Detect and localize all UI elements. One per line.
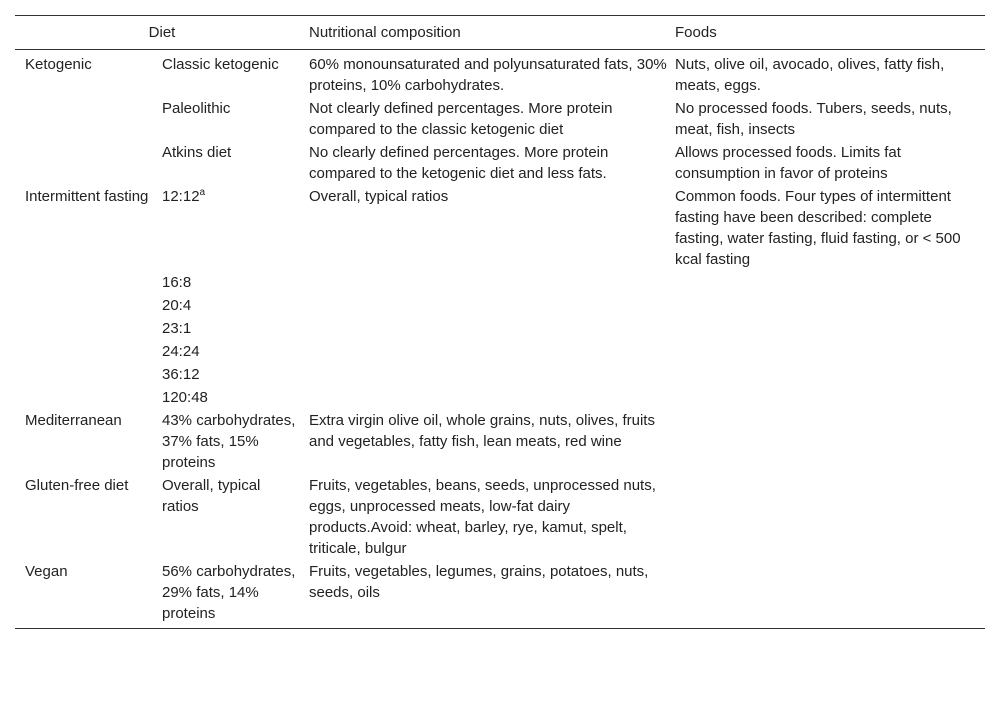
foods-cell bbox=[675, 409, 985, 474]
table-row bbox=[15, 560, 985, 629]
foods-cell bbox=[675, 386, 985, 409]
diet-subtype-cell: 16:8 bbox=[162, 274, 192, 291]
diet-subtype-cell: Atkins diet bbox=[162, 144, 232, 161]
foods-cell bbox=[675, 560, 985, 629]
header-row bbox=[15, 16, 985, 50]
composition-cell: Extra virgin olive oil, whole grains, nuts, olives, fruits and vegetables, fatty fish, lean meats, red wine bbox=[309, 412, 655, 450]
diet-subtype-cell: Paleolithic bbox=[162, 100, 231, 117]
composition-cell: Fruits, vegetables, beans, seeds, unprocessed nuts, eggs, unprocessed meats, low-fat dairy products.Avoid: wheat, barley, rye, kamut, spelt, triticale, bulgur bbox=[309, 477, 656, 557]
table-row bbox=[15, 97, 985, 141]
diet-subtype-cell: 43% carbohydrates, 37% fats, 15% proteins bbox=[162, 412, 296, 471]
composition-cell bbox=[309, 363, 675, 386]
diet-group-cell bbox=[15, 271, 162, 294]
foods-cell bbox=[675, 317, 985, 340]
table-body bbox=[15, 50, 985, 629]
table-row bbox=[15, 363, 985, 386]
diet-subtype-cell bbox=[162, 185, 309, 271]
composition-cell: No clearly defined percentages. More protein compared to the ketogenic diet and less fats. bbox=[309, 144, 609, 182]
table-row bbox=[15, 294, 985, 317]
header-diet: Diet bbox=[148, 24, 176, 41]
diet-subtype-cell: 56% carbohydrates, 29% fats, 14% proteins bbox=[162, 563, 296, 622]
diet-group-cell: Ketogenic bbox=[25, 56, 92, 73]
composition-cell bbox=[309, 386, 675, 409]
header-foods: Foods bbox=[675, 24, 717, 41]
diet-group-cell bbox=[15, 340, 162, 363]
table-row bbox=[15, 50, 985, 98]
foods-cell bbox=[675, 363, 985, 386]
diet-group-cell: Intermittent fasting bbox=[25, 188, 149, 205]
diet-subtype-cell: Overall, typical ratios bbox=[162, 477, 261, 515]
foods-cell: Nuts, olive oil, avocado, olives, fatty fish, meats, eggs. bbox=[675, 56, 945, 94]
table-row bbox=[15, 409, 985, 474]
diet-group-cell bbox=[15, 97, 162, 141]
table-row bbox=[15, 340, 985, 363]
diet-table bbox=[15, 15, 985, 629]
table-header bbox=[15, 16, 985, 50]
footnote-marker: a bbox=[199, 187, 206, 198]
composition-cell bbox=[309, 317, 675, 340]
diet-group-cell bbox=[15, 294, 162, 317]
foods-cell bbox=[675, 294, 985, 317]
diet-subtype-cell: Classic ketogenic bbox=[162, 56, 279, 73]
diet-group-cell: Gluten-free diet bbox=[25, 477, 129, 494]
diet-group-cell bbox=[15, 141, 162, 185]
diet-group-cell bbox=[15, 363, 162, 386]
table-row bbox=[15, 271, 985, 294]
subtype-text: 12:12 bbox=[162, 188, 200, 205]
diet-subtype-cell: 24:24 bbox=[162, 343, 200, 360]
composition-cell bbox=[309, 271, 675, 294]
foods-cell bbox=[675, 474, 985, 560]
diet-subtype-cell: 36:12 bbox=[162, 366, 200, 383]
table-row bbox=[15, 141, 985, 185]
composition-cell: 60% monounsaturated and polyunsaturated fats, 30% proteins, 10% carbohydrates. bbox=[309, 56, 667, 94]
foods-cell bbox=[675, 340, 985, 363]
diet-group-cell bbox=[15, 317, 162, 340]
composition-cell bbox=[309, 340, 675, 363]
foods-cell: Common foods. Four types of intermittent fasting have been described: complete fasting, water fasting, fluid fasting, or < 500 kcal fasting bbox=[675, 188, 982, 268]
diet-table-container bbox=[15, 15, 985, 629]
foods-cell: Allows processed foods. Limits fat consumption in favor of proteins bbox=[675, 144, 901, 182]
composition-cell bbox=[309, 294, 675, 317]
diet-group-cell: Mediterranean bbox=[25, 412, 122, 429]
foods-cell: No processed foods. Tubers, seeds, nuts, meat, fish, insects bbox=[675, 100, 952, 138]
diet-subtype-cell: 120:48 bbox=[162, 389, 208, 406]
diet-group-cell: Vegan bbox=[25, 563, 68, 580]
diet-subtype-cell: 23:1 bbox=[162, 320, 192, 337]
table-row bbox=[15, 474, 985, 560]
composition-cell: Overall, typical ratios bbox=[309, 188, 449, 205]
table-row bbox=[15, 317, 985, 340]
foods-cell bbox=[675, 271, 985, 294]
header-composition: Nutritional composition bbox=[309, 24, 461, 41]
diet-group-cell bbox=[15, 386, 162, 409]
composition-cell: Not clearly defined percentages. More protein compared to the classic ketogenic diet bbox=[309, 100, 613, 138]
table-row bbox=[15, 185, 985, 271]
table-row bbox=[15, 386, 985, 409]
diet-subtype-cell: 20:4 bbox=[162, 297, 192, 314]
composition-cell: Fruits, vegetables, legumes, grains, potatoes, nuts, seeds, oils bbox=[309, 563, 649, 601]
